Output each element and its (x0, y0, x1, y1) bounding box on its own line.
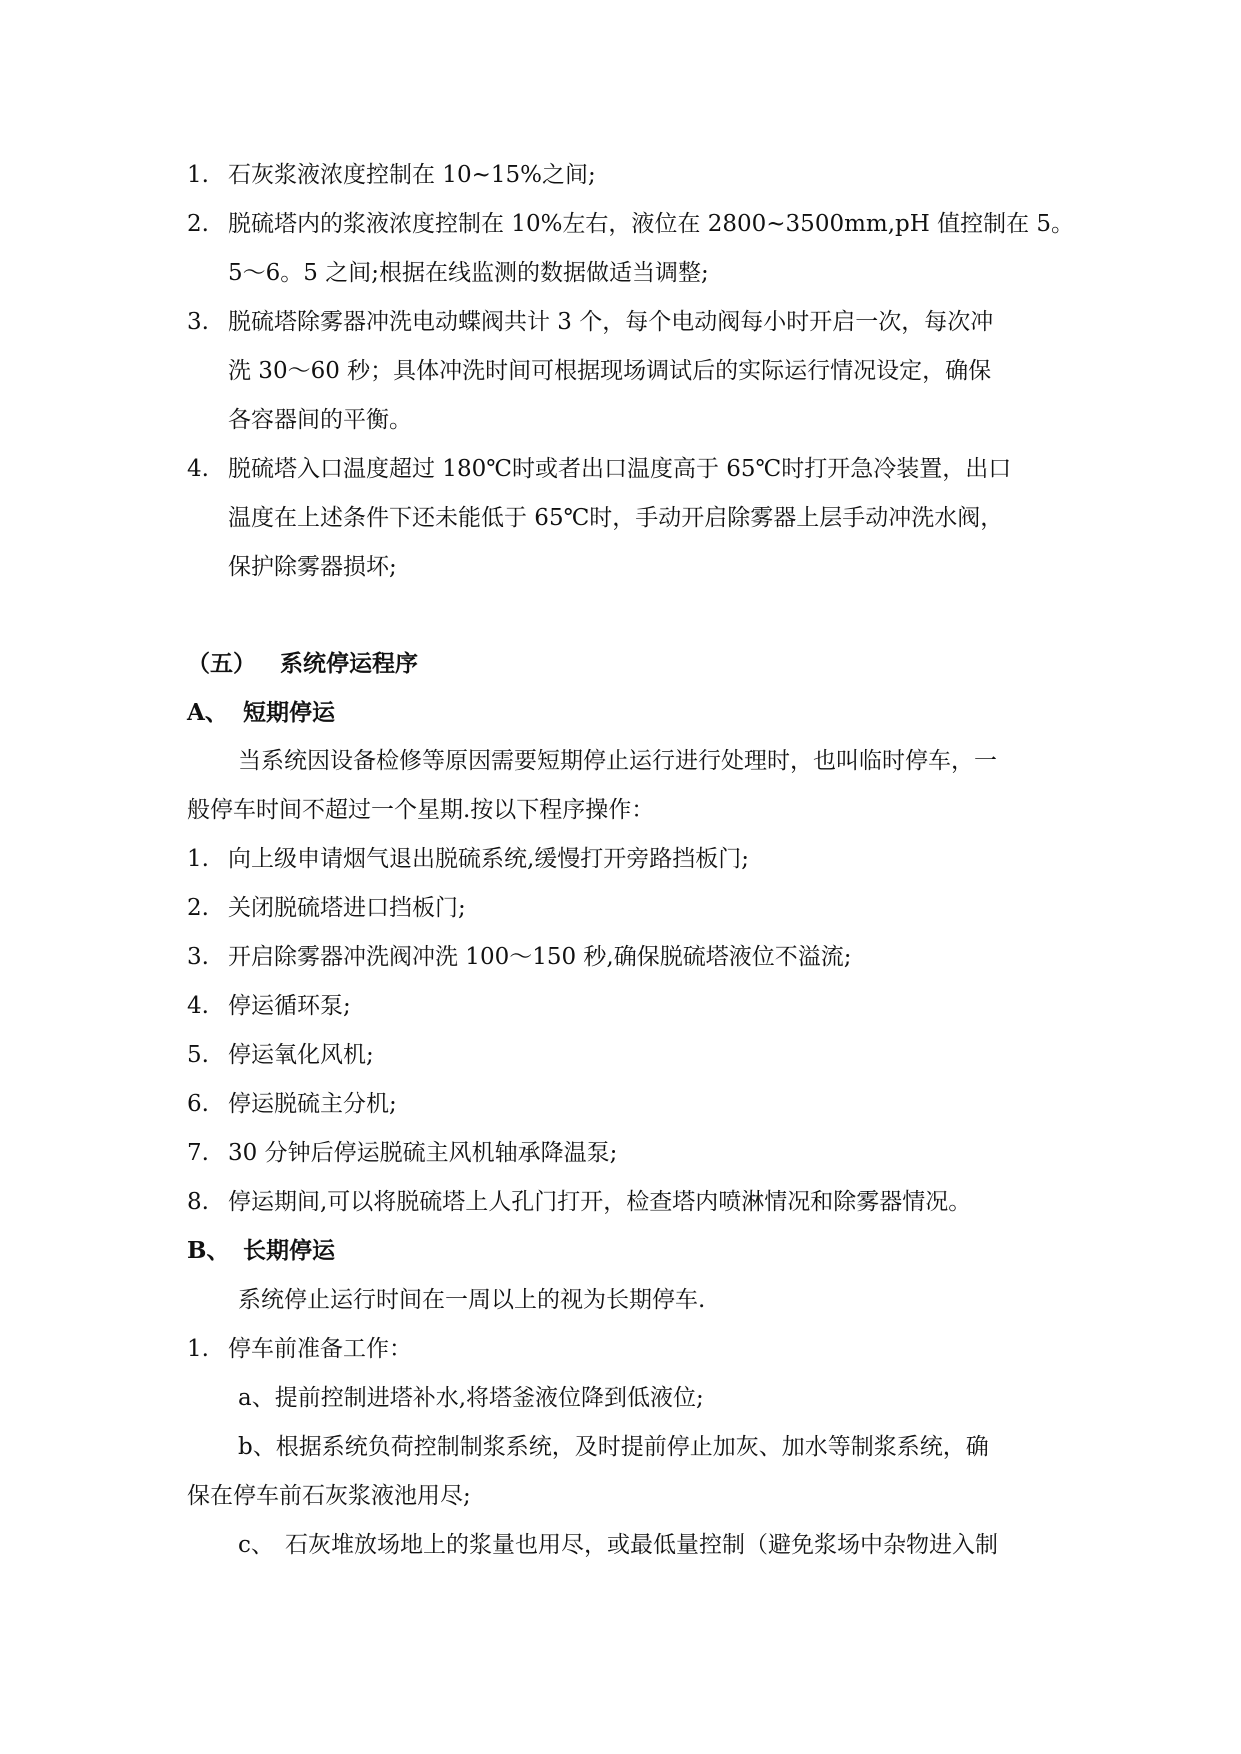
list-item-number: 4. (187, 456, 209, 482)
paragraph-line: 当系统因设备检修等原因需要短期停止运行进行处理时，也叫临时停车，一 (238, 748, 997, 774)
list-item-text: 保护除雾器损坏; (228, 554, 397, 580)
subsection-title: 短期停运 (243, 699, 335, 726)
list-item-number: 6. (187, 1091, 209, 1117)
list-item-number: 2. (187, 895, 209, 921)
list-item-text: 开启除雾器冲洗阀冲洗 100～150 秒,确保脱硫塔液位不溢流; (228, 944, 852, 970)
sub-item-c-label: c、 (238, 1532, 274, 1558)
list-item-number: 8. (187, 1189, 209, 1215)
list-item-text: 停运循环泵; (228, 993, 351, 1019)
list-item-text: 停运脱硫主分机; (228, 1091, 397, 1117)
list-item-text: 30 分钟后停运脱硫主风机轴承降温泵; (228, 1140, 618, 1166)
sub-item-b-continued: 保在停车前石灰浆液池用尽; (187, 1483, 471, 1509)
list-item-number: 5. (187, 1042, 209, 1068)
list-item-number: 1. (187, 1336, 209, 1362)
list-item-number: 4. (187, 993, 209, 1019)
list-item-number: 2. (187, 211, 209, 237)
paragraph-line: 系统停止运行时间在一周以上的视为长期停车. (238, 1287, 706, 1313)
list-item-text: 温度在上述条件下还未能低于 65℃时，手动开启除雾器上层手动冲洗水阀， (228, 505, 1004, 531)
subsection-title: 长期停运 (243, 1237, 335, 1264)
list-item-text: 脱硫塔入口温度超过 180℃时或者出口温度高于 65℃时打开急冷装置，出口 (228, 456, 1012, 482)
list-item-text: 各容器间的平衡。 (228, 407, 412, 433)
section-title: 系统停运程序 (280, 650, 418, 677)
list-item-number: 1. (187, 846, 209, 872)
sub-item-a: a、提前控制进塔补水,将塔釜液位降到低液位; (238, 1385, 704, 1411)
list-item-text: 5～6。5 之间;根据在线监测的数据做适当调整; (228, 260, 709, 286)
list-item-text: 停运期间,可以将脱硫塔上人孔门打开，检查塔内喷淋情况和除雾器情况。 (228, 1189, 972, 1215)
list-item-text: 石灰浆液浓度控制在 10~15%之间; (228, 162, 596, 188)
paragraph-line: 般停车时间不超过一个星期.按以下程序操作： (187, 797, 655, 823)
list-item-number: 3. (187, 309, 209, 335)
list-item-number: 7. (187, 1140, 209, 1166)
subsection-label: A、 (187, 699, 228, 726)
list-item-text: 停车前准备工作： (228, 1336, 412, 1362)
list-item-text: 停运氧化风机; (228, 1042, 374, 1068)
list-item-text: 洗 30～60 秒；具体冲洗时间可根据现场调试后的实际运行情况设定，确保 (228, 358, 992, 384)
list-item-number: 1. (187, 162, 209, 188)
section-number: （五） (187, 650, 256, 677)
sub-item-c: 石灰堆放场地上的浆量也用尽，或最低量控制（避免浆场中杂物进入制 (285, 1532, 998, 1558)
list-item-text: 脱硫塔除雾器冲洗电动蝶阀共计 3 个，每个电动阀每小时开启一次，每次冲 (228, 309, 994, 335)
list-item-text: 向上级申请烟气退出脱硫系统,缓慢打开旁路挡板门; (228, 846, 750, 872)
sub-item-b: b、根据系统负荷控制制浆系统，及时提前停止加灰、加水等制浆系统，确 (238, 1434, 989, 1460)
list-item-text: 关闭脱硫塔进口挡板门; (228, 895, 466, 921)
list-item-text: 脱硫塔内的浆液浓度控制在 10%左右，液位在 2800~3500mm,pH 值控制在 5。 (228, 211, 1075, 237)
list-item-number: 3. (187, 944, 209, 970)
subsection-label: B、 (187, 1237, 230, 1264)
